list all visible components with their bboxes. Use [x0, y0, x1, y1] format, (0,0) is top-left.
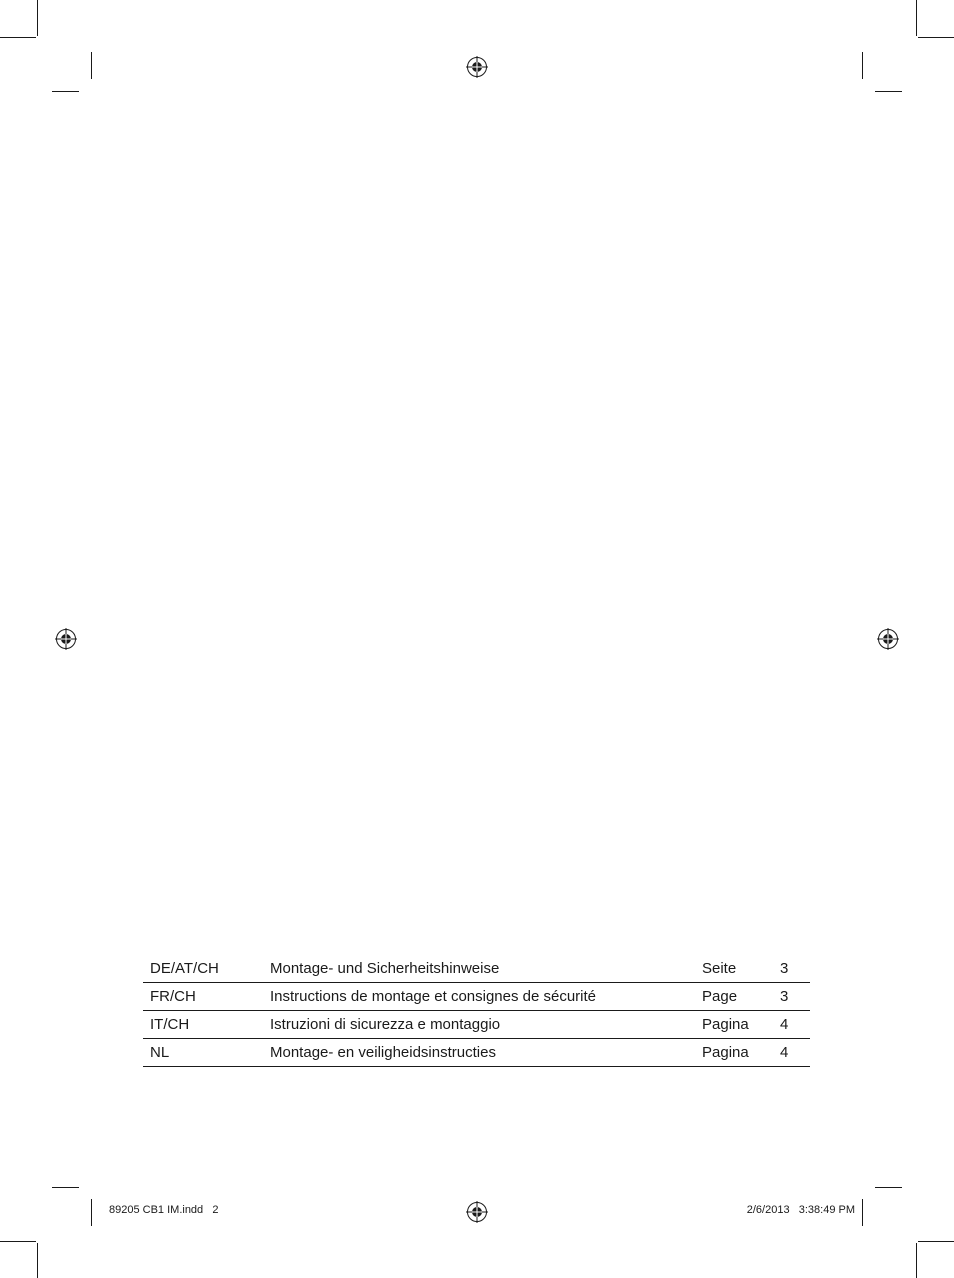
- crop-mark: [37, 1243, 38, 1278]
- table-row[interactable]: [143, 1039, 810, 1067]
- section-title: Istruzioni di sicurezza e montaggio: [270, 1011, 702, 1039]
- crop-mark: [875, 91, 902, 92]
- crop-mark: [875, 1187, 902, 1188]
- registration-mark-icon: [466, 56, 488, 78]
- crop-mark: [0, 37, 36, 38]
- crop-mark: [862, 52, 863, 79]
- registration-mark-icon: [55, 628, 77, 650]
- crop-mark: [0, 1241, 36, 1242]
- page-number: 3: [780, 983, 810, 1011]
- language-toc-table: [143, 955, 810, 1067]
- registration-mark-icon: [877, 628, 899, 650]
- crop-mark: [862, 1199, 863, 1226]
- registration-mark-icon: [466, 1201, 488, 1223]
- language-code: FR/CH: [143, 983, 270, 1011]
- crop-mark: [52, 1187, 79, 1188]
- table-row[interactable]: [143, 955, 810, 983]
- crop-mark: [916, 1243, 917, 1278]
- table-row[interactable]: [143, 1011, 810, 1039]
- page-word: Pagina: [702, 1011, 780, 1039]
- page-number: 4: [780, 1039, 810, 1067]
- section-title: Montage- und Sicherheitshinweise: [270, 955, 702, 983]
- section-title: Instructions de montage et consignes de sécurité: [270, 983, 702, 1011]
- crop-mark: [916, 0, 917, 36]
- page-word: Pagina: [702, 1039, 780, 1067]
- crop-mark: [91, 1199, 92, 1226]
- language-code: DE/AT/CH: [143, 955, 270, 983]
- slug-timestamp: 2/6/2013 3:38:49 PM: [746, 1204, 855, 1216]
- section-title: Montage- en veiligheidsinstructies: [270, 1039, 702, 1067]
- crop-mark: [918, 37, 954, 38]
- page-word: Page: [702, 983, 780, 1011]
- page-number: 3: [780, 955, 810, 983]
- crop-mark: [37, 0, 38, 36]
- crop-mark: [52, 91, 79, 92]
- table-row[interactable]: [143, 983, 810, 1011]
- crop-mark: [918, 1241, 954, 1242]
- language-code: NL: [143, 1039, 270, 1067]
- page-word: Seite: [702, 955, 780, 983]
- crop-mark: [91, 52, 92, 79]
- page-number: 4: [780, 1011, 810, 1039]
- slug-filename: 89205 CB1 IM.indd 2: [109, 1204, 219, 1216]
- language-code: IT/CH: [143, 1011, 270, 1039]
